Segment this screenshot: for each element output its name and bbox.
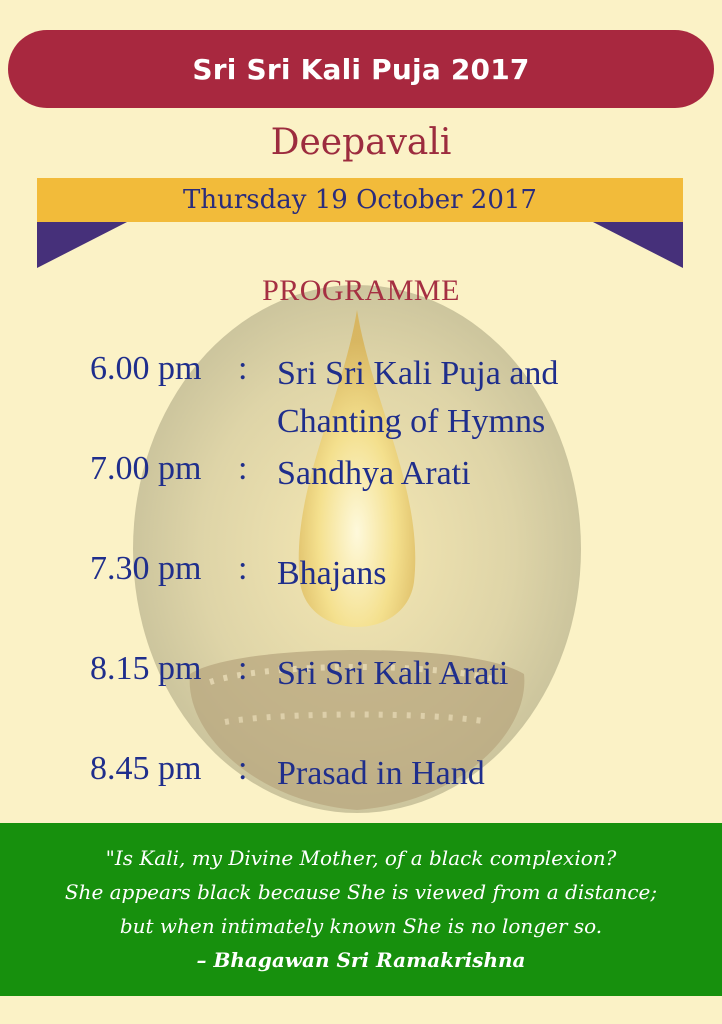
programme-time: 7.30 pm xyxy=(90,550,202,587)
event-date: Thursday 19 October 2017 xyxy=(183,185,537,215)
programme-heading: PROGRAMME xyxy=(262,274,460,307)
programme-event: Sri Sri Kali Puja and Chanting of Hymns xyxy=(277,355,559,440)
programme-event: Sri Sri Kali Arati xyxy=(277,655,509,692)
quote-author: – Bhagawan Sri Ramakrishna xyxy=(196,948,526,972)
page-title: Sri Sri Kali Puja 2017 xyxy=(192,52,530,86)
programme-event: Bhajans xyxy=(277,555,387,592)
ribbon-fold-right xyxy=(593,222,683,268)
programme-time: 7.00 pm xyxy=(90,450,202,487)
programme-event: Sandhya Arati xyxy=(277,455,471,492)
programme-time: 6.00 pm xyxy=(90,350,202,387)
programme-separator: : xyxy=(238,650,248,687)
quote-line: "Is Kali, my Divine Mother, of a black complexion? xyxy=(105,846,617,870)
programme-separator: : xyxy=(238,350,248,387)
programme-separator: : xyxy=(238,550,248,587)
programme-time: 8.15 pm xyxy=(90,650,202,687)
programme-time: 8.45 pm xyxy=(90,750,202,787)
programme-event: Prasad in Hand xyxy=(277,755,485,792)
programme-separator: : xyxy=(238,450,248,487)
quote-line: She appears black because She is viewed from a distance; xyxy=(64,880,658,904)
title-banner xyxy=(8,30,714,108)
festival-name: Deepavali xyxy=(270,122,452,163)
quote-line: but when intimately known She is no longer so. xyxy=(119,914,603,938)
date-banner xyxy=(37,178,683,222)
ribbon-fold-left xyxy=(37,222,127,268)
programme-separator: : xyxy=(238,750,248,787)
